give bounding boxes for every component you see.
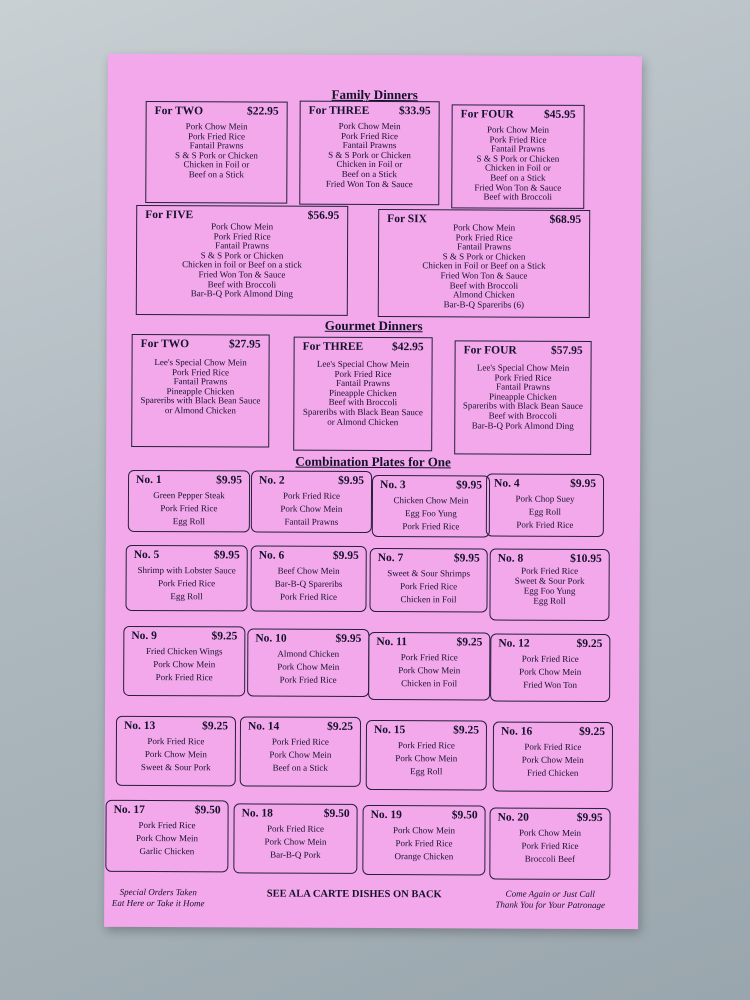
- menu-item: S & S Pork or Chicken: [175, 149, 258, 161]
- footer-right: [480, 888, 620, 911]
- combo-box: [372, 475, 490, 538]
- combo-price: $9.25: [579, 725, 605, 739]
- menu-item: Pork Fried Rice: [489, 134, 547, 145]
- combo-price: $9.95: [570, 477, 597, 490]
- menu-item: Egg Roll: [528, 506, 562, 517]
- menu-item: S & S Pork or Chicken: [328, 149, 411, 160]
- menu-item: Fantail Prawns: [215, 240, 269, 251]
- menu-item: Pork Fried Rice: [521, 840, 579, 851]
- menu-item: Pork Chow Mein: [211, 221, 274, 232]
- menu-item: Chicken in foil or Beef on a stick: [182, 259, 302, 271]
- combo-box: [366, 720, 487, 791]
- family-price: $68.95: [549, 213, 582, 226]
- menu-item: Beef on a Stick: [490, 172, 546, 183]
- menu-item: Pork Chow Mein: [519, 666, 582, 677]
- combo-box: [105, 800, 228, 873]
- menu-item: Shrimp with Lobster Sauce: [137, 564, 236, 576]
- menu-item: Fantail Prawns: [491, 143, 545, 154]
- menu-item: Fried Won Ton & Sauce: [325, 178, 413, 189]
- menu-item: Pork Chow Mein: [338, 120, 401, 132]
- family-label: For TWO: [154, 105, 204, 118]
- menu-item: Pork Chow Mein: [521, 754, 584, 765]
- menu-item: Bar-B-Q Spareribs: [274, 578, 343, 589]
- gourmet-price: $27.95: [228, 338, 261, 351]
- combo-label: No. 14: [247, 720, 280, 733]
- family-price: $33.95: [399, 105, 431, 118]
- combo-label: No. 13: [123, 719, 156, 733]
- menu-item: Beef with Broccoli: [483, 191, 553, 202]
- family-price: $56.95: [307, 209, 340, 222]
- combo-box: [251, 470, 372, 533]
- combo-box: [368, 632, 490, 701]
- menu-item: Bar-B-Q Pork Almond Ding: [471, 419, 574, 431]
- footer-thank-you: Thank You for Your Patronage: [495, 899, 605, 911]
- combo-label: No. 15: [373, 724, 406, 737]
- menu-item: Pineapple Chicken: [489, 391, 557, 402]
- menu-item: Pork Fried Rice: [516, 519, 574, 530]
- menu-item: Sweet & Sour Pork: [514, 575, 585, 586]
- menu-item: Pork Fried Rice: [397, 740, 455, 751]
- menu-item: Pineapple Chicken: [329, 387, 397, 398]
- gourmet-label: For FOUR: [463, 344, 517, 357]
- footer-come-again: Come Again or Just Call: [505, 888, 595, 899]
- combo-label: No. 16: [500, 725, 533, 738]
- menu-item: or Almond Chicken: [164, 405, 236, 416]
- combo-box: [250, 545, 366, 612]
- combo-price: $9.25: [456, 636, 483, 649]
- menu-item: Sweet & Sour Pork: [140, 761, 211, 773]
- menu-item: Fried Won Ton & Sauce: [198, 269, 286, 280]
- menu-item: S & S Pork or Chicken: [476, 153, 560, 164]
- menu-item: Beef with Broccoli: [207, 278, 277, 290]
- menu-item: Pork Fried Rice: [267, 823, 325, 834]
- combo-label: No. 7: [377, 552, 404, 565]
- combo-price: $9.95: [453, 552, 480, 565]
- menu-item: Beef on a Stick: [272, 762, 328, 773]
- combo-label: No. 4: [494, 477, 520, 490]
- combo-box: [233, 803, 357, 874]
- combo-label: No. 18: [241, 807, 273, 820]
- menu-item: Garlic Chicken: [139, 845, 195, 857]
- menu-item: Egg Roll: [410, 766, 443, 777]
- menu-item: Beef on a Stick: [341, 168, 398, 180]
- combo-box: [493, 722, 613, 793]
- menu-item: Pork Fried Rice: [188, 130, 246, 142]
- menu-item: Fantail Prawns: [189, 140, 244, 151]
- combo-price: $9.25: [211, 630, 238, 643]
- family-box: [145, 101, 287, 204]
- combo-price: $9.95: [338, 474, 365, 487]
- combo-price: $9.95: [456, 479, 483, 492]
- menu-item: Chicken in Foil: [401, 678, 458, 689]
- family-box: [451, 104, 584, 209]
- menu-item: Egg Foo Yung: [523, 585, 576, 596]
- menu-item: Pork Fried Rice: [521, 653, 579, 664]
- family-box: [378, 209, 590, 318]
- menu-item: Fried Chicken Wings: [146, 646, 223, 657]
- menu-item: Pork Fried Rice: [282, 490, 341, 501]
- footer-ala-carte: SEE ALA CARTE DISHES ON BACK: [266, 888, 442, 901]
- menu-item: Spareribs with Black Bean Sauce: [302, 406, 423, 418]
- combo-box: [362, 805, 485, 876]
- menu-item: Pork Chow Mein: [487, 124, 550, 135]
- menu-item: Pork Fried Rice: [455, 231, 513, 243]
- menu-item: Beef with Broccoli: [449, 279, 519, 291]
- family-label: For THREE: [308, 104, 370, 117]
- menu-item: Orange Chicken: [394, 851, 454, 862]
- menu-item: Egg Roll: [172, 516, 206, 527]
- combo-price: $9.95: [335, 632, 362, 645]
- combo-label: No. 3: [380, 479, 406, 492]
- menu-item: Pork Fried Rice: [524, 741, 582, 752]
- menu-item: Pork Fried Rice: [213, 230, 271, 242]
- menu-item: Pork Fried Rice: [138, 819, 196, 831]
- menu-item: Fantail Prawns: [284, 516, 339, 527]
- combo-price: $9.95: [213, 549, 240, 562]
- combo-box: [489, 549, 609, 622]
- menu-item: Egg Roll: [170, 591, 203, 602]
- menu-item: Pork Chow Mein: [453, 222, 516, 233]
- menu-item: Pork Chow Mein: [518, 827, 582, 838]
- combo-label: No. 5: [133, 548, 160, 562]
- combo-price: $9.50: [323, 807, 350, 820]
- combo-box: [116, 716, 236, 787]
- combo-price: $9.25: [576, 637, 603, 651]
- combo-label: No. 8: [497, 552, 524, 565]
- menu-item: Fantail Prawns: [457, 241, 511, 252]
- combo-price: $9.95: [332, 549, 359, 562]
- menu-item: Pork Chow Mein: [135, 832, 199, 844]
- menu-item: Almond Chicken: [452, 289, 515, 300]
- combo-price: $9.25: [202, 720, 228, 733]
- menu-item: Pork Fried Rice: [341, 130, 399, 141]
- combo-price: $9.95: [576, 811, 603, 825]
- menu-item: Pork Fried Rice: [395, 838, 453, 849]
- combo-label: No. 20: [497, 811, 529, 824]
- menu-item: Lee's Special Chow Mein: [476, 362, 570, 373]
- menu-item: S & S Pork or Chicken: [200, 250, 284, 261]
- menu-item: Chicken in Foil or Beef on a Stick: [422, 260, 546, 272]
- menu-item: Egg Foo Yung: [405, 508, 457, 519]
- combo-label: No. 17: [113, 803, 145, 817]
- menu-item: Fried Won Ton & Sauce: [440, 270, 528, 281]
- menu-item: Pork Fried Rice: [521, 565, 579, 576]
- menu-item: Fantail Prawns: [342, 140, 397, 151]
- footer-special-orders: Special Orders Taken: [119, 886, 197, 898]
- family-price: $45.95: [543, 108, 576, 121]
- footer-left: [108, 887, 208, 909]
- gourmet-price: $42.95: [391, 341, 424, 354]
- menu-item: Broccoli Beef: [524, 853, 576, 864]
- menu-item: Pork Fried Rice: [279, 674, 337, 685]
- menu-sheet: [104, 54, 642, 929]
- menu-item: Sweet & Sour Shrimps: [387, 568, 471, 579]
- combo-label: No. 11: [376, 636, 408, 649]
- menu-item: Pork Chow Mein: [153, 659, 216, 670]
- gourmet-box: [454, 340, 591, 455]
- menu-item: Chicken in Foil or: [336, 159, 403, 170]
- menu-item: Egg Roll: [533, 595, 566, 606]
- menu-item: Pork Fried Rice: [160, 503, 218, 514]
- menu-item: Chicken in Foil or: [183, 159, 250, 170]
- family-dinners-title: Family Dinners: [331, 86, 418, 103]
- menu-item: Almond Chicken: [277, 648, 340, 659]
- combination-plates-title: Combination Plates for One: [295, 453, 451, 470]
- combo-label: No. 19: [370, 808, 402, 822]
- menu-item: Beef on a Stick: [188, 169, 245, 180]
- gourmet-box: [131, 334, 269, 448]
- menu-item: Pork Chow Mein: [280, 503, 343, 514]
- menu-item: Pork Fried Rice: [400, 652, 458, 663]
- family-label: For FOUR: [460, 108, 514, 121]
- menu-item: Pork Chow Mein: [144, 749, 207, 760]
- menu-item: Pork Chow Mein: [264, 836, 327, 847]
- menu-item: Pork Chow Mein: [269, 749, 332, 760]
- menu-item: Pineapple Chicken: [166, 385, 235, 397]
- combo-label: No. 9: [131, 629, 157, 643]
- menu-item: Pork Chow Mein: [277, 661, 340, 672]
- family-label: For FIVE: [145, 209, 194, 222]
- family-box: [299, 101, 439, 206]
- menu-item: Pork Chow Mein: [395, 753, 458, 764]
- menu-item: Chicken in Foil or: [485, 162, 551, 174]
- combo-price: $9.50: [194, 804, 221, 817]
- gourmet-price: $57.95: [550, 344, 583, 357]
- menu-item: Fried Won Ton: [523, 679, 578, 690]
- menu-item: Chicken Chow Mein: [393, 495, 469, 506]
- menu-item: Pork Fried Rice: [158, 578, 216, 589]
- gourmet-label: For TWO: [140, 337, 190, 351]
- menu-item: Bar-B-Q Pork Almond Ding: [190, 288, 293, 299]
- combo-box: [486, 473, 604, 537]
- menu-item: Fantail Prawns: [173, 376, 228, 387]
- menu-item: S & S Pork or Chicken: [442, 251, 526, 262]
- menu-item: Fried Chicken: [527, 767, 579, 778]
- menu-item: Pork Fried Rice: [271, 736, 329, 747]
- combo-box: [125, 545, 247, 612]
- combo-label: No. 6: [258, 549, 285, 562]
- menu-item: Pork Chow Mein: [398, 665, 461, 676]
- combo-label: No. 2: [259, 474, 285, 487]
- menu-item: Chicken in Foil: [400, 594, 457, 605]
- combo-label: No. 1: [136, 473, 162, 487]
- menu-item: Beef with Broccoli: [328, 397, 398, 408]
- combo-box: [123, 626, 245, 697]
- combo-box: [490, 634, 610, 703]
- family-box: [136, 205, 348, 316]
- combo-box: [240, 716, 361, 787]
- menu-item: Pork Fried Rice: [494, 372, 552, 383]
- menu-item: Pork Fried Rice: [171, 366, 230, 377]
- menu-item: Pork Fried Rice: [402, 521, 460, 532]
- menu-item: Green Pepper Steak: [153, 490, 225, 501]
- menu-item: Bar-B-Q Pork: [270, 849, 321, 860]
- menu-item: Pork Fried Rice: [147, 736, 205, 747]
- menu-item: Fantail Prawns: [336, 378, 390, 389]
- menu-item: Pork Chow Mein: [392, 825, 456, 836]
- combo-label: No. 10: [255, 632, 287, 645]
- menu-item: Beef with Broccoli: [488, 410, 558, 421]
- menu-item: Bar-B-Q Spareribs (6): [443, 299, 524, 310]
- menu-item: or Almond Chicken: [327, 416, 399, 427]
- family-label: For SIX: [387, 213, 427, 226]
- combo-price: $9.95: [216, 474, 243, 487]
- menu-item: Pork Fried Rice: [280, 591, 338, 602]
- menu-item: Pork Fried Rice: [400, 581, 458, 592]
- combo-price: $9.25: [453, 724, 479, 737]
- menu-item: Lee's Special Chow Mein: [316, 358, 410, 370]
- combo-label: No. 12: [498, 637, 530, 650]
- gourmet-box: [293, 337, 432, 452]
- gourmet-dinners-title: Gourmet Dinners: [324, 317, 423, 334]
- menu-item: Spareribs with Black Bean Sauce: [462, 400, 583, 412]
- menu-item: Fantail Prawns: [496, 381, 550, 392]
- combo-box: [128, 470, 250, 533]
- footer-eat-here: Eat Here or Take it Home: [111, 897, 205, 909]
- menu-item: Pork Fried Rice: [334, 368, 392, 379]
- menu-item: Spareribs with Black Bean Sauce: [140, 395, 261, 406]
- combo-price: $9.25: [327, 720, 353, 733]
- menu-item: Pork Chop Suey: [515, 493, 575, 504]
- menu-item: Pork Chow Mein: [185, 121, 248, 132]
- menu-item: Lee's Special Chow Mein: [154, 357, 247, 368]
- menu-item: Beef Chow Mein: [277, 565, 340, 576]
- combo-box: [369, 548, 487, 613]
- family-price: $22.95: [247, 105, 279, 118]
- menu-item: Pork Fried Rice: [155, 672, 213, 683]
- combo-box: [489, 808, 610, 881]
- combo-box: [247, 628, 369, 697]
- combo-price: $10.95: [570, 552, 602, 565]
- menu-item: Fried Won Ton & Sauce: [474, 182, 562, 193]
- combo-price: $9.50: [451, 809, 478, 822]
- gourmet-label: For THREE: [302, 340, 364, 353]
